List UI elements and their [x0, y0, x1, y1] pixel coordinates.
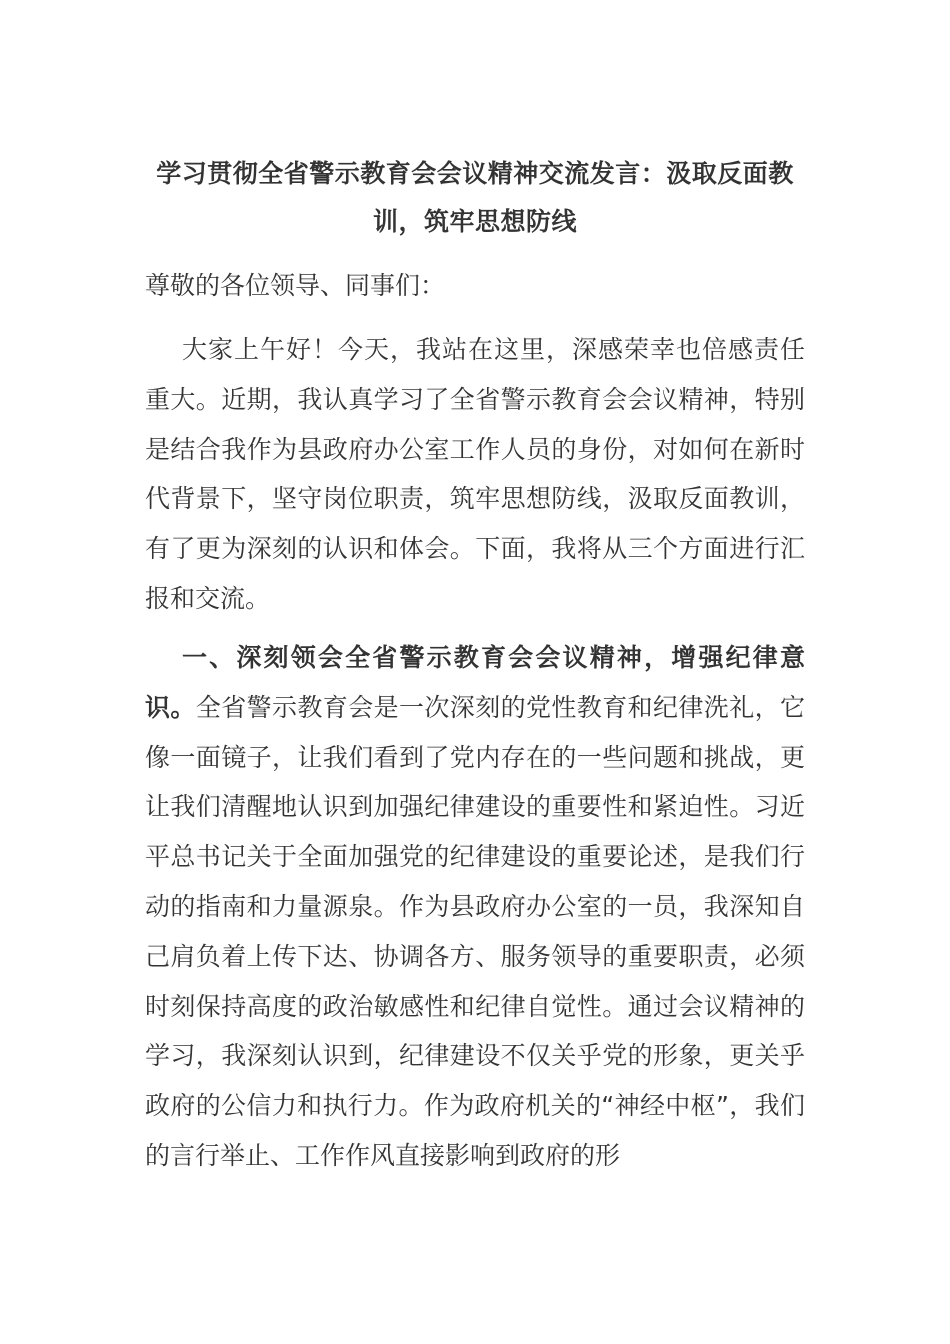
section-1-body: 全省警示教育会是一次深刻的党性教育和纪律洗礼，它像一面镜子，让我们看到了党内存在的一些问题和挑战，更让我们清醒地认识到加强纪律建设的重要性和紧迫性。习近平总书记关于全面加强党的纪律建设的重要论述，是我们行动的指南和力量源泉。作为县政府办公室的一员，我深知自己肩负着上传下达、协调各方、服务领导的重要职责，必须时刻保持高度的政治敏感性和纪律自觉性。通过会议精神的学习，我深刻认识到，纪律建设不仅关乎党的形象，更关乎政府的公信力和执行力。作为政府机关的“神经中枢”，我们的言行举止、工作作风直接影响到政府的形: [145, 692, 805, 1170]
section-1-heading: 一、深刻领会全省警示教育会会议精神，增强纪律意识。: [145, 643, 805, 722]
paragraph-opening: 大家上午好！今天，我站在这里，深感荣幸也倍感责任重大。近期，我认真学习了全省警示教育会会议精神，特别是结合我作为县政府办公室工作人员的身份，对如何在新时代背景下，坚守岗位职责，筑牢思想防线，汲取反面教训，有了更为深刻的认识和体会。下面，我将从三个方面进行汇报和交流。: [145, 335, 805, 613]
document-title: 学习贯彻全省警示教育会会议精神交流发言：汲取反面教训，筑牢思想防线: [156, 159, 794, 236]
salutation: 尊敬的各位领导、同事们：: [145, 271, 446, 300]
paragraph-section-1: [145, 633, 805, 1181]
